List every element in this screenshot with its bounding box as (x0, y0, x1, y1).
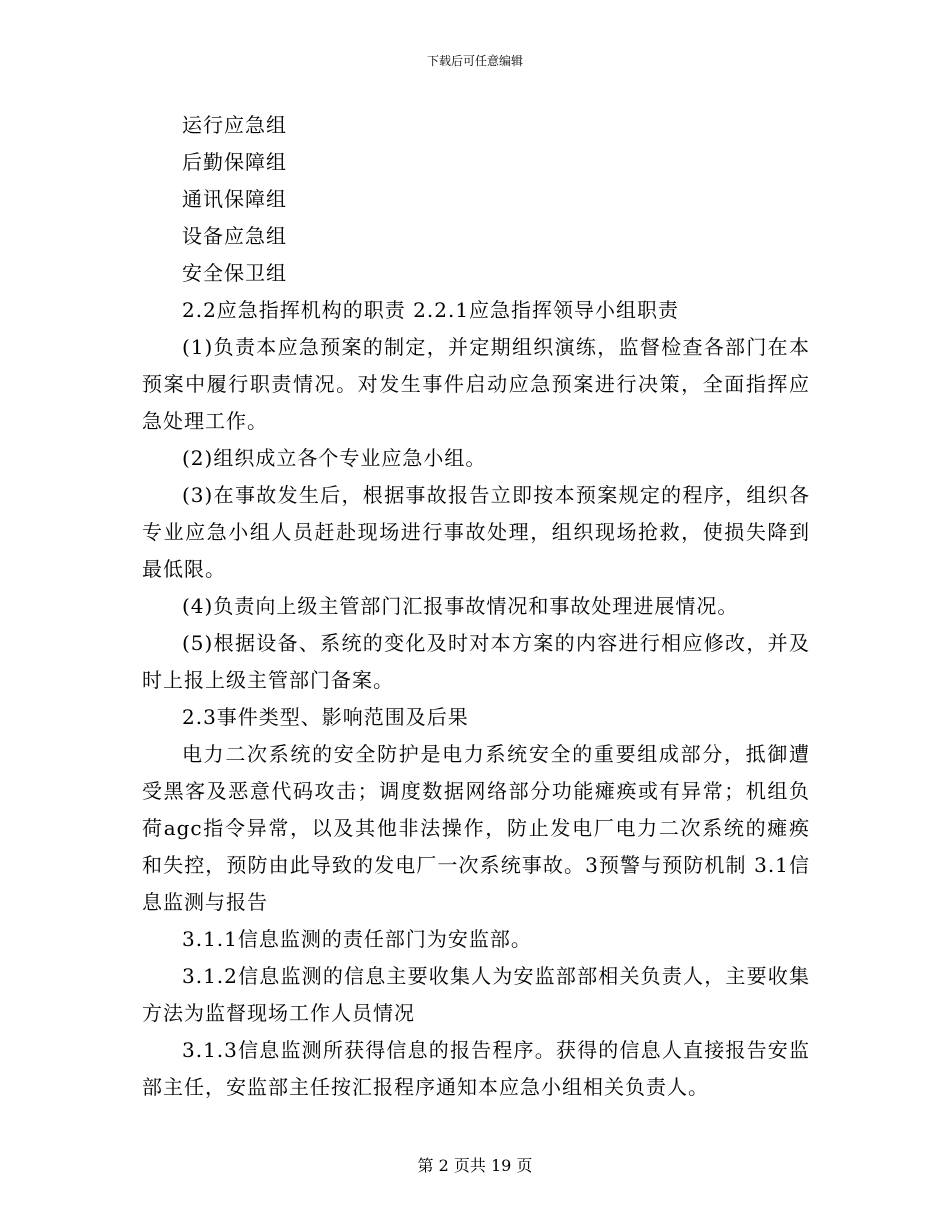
section-heading-2-3: 2.3事件类型、影响范围及后果 (182, 705, 469, 729)
paragraph-group-security: 安全保卫组 (182, 261, 287, 285)
page-header: 下载后可任意编辑 (426, 54, 523, 68)
document-body (142, 107, 810, 1106)
paragraph-security-description: 电力二次系统的安全防护是电力系统安全的重要组成部分，抵御遭受黑客及恶意代码攻击；调度数据网络部分功能瘫痪或有异常；机组负荷agc指令异常，以及其他非法操作，防止发电厂电力二次系统的瘫痪和失控，预防由此导致的发电厂一次系统事故。3预警与预防机制 3.1信息监测与报告 (142, 742, 810, 914)
paragraph-group-equipment: 设备应急组 (182, 224, 287, 248)
paragraph-group-communication: 通讯保障组 (182, 187, 287, 211)
duty-item-5: (5)根据设备、系统的变化及时对本方案的内容进行相应修改，并及时上报上级主管部门备案。 (142, 631, 810, 692)
duty-item-4: (4)负责向上级主管部门汇报事故情况和事故处理进展情况。 (182, 594, 739, 618)
paragraph-3-1-3: 3.1.3信息监测所获得信息的报告程序。获得的信息人直接报告安监部主任，安监部主任按汇报程序通知本应急小组相关负责人。 (142, 1038, 810, 1099)
page-footer: 第 2 页共 19 页 (417, 1156, 533, 1175)
duty-item-1: (1)负责本应急预案的制定，并定期组织演练，监督检查各部门在本预案中履行职责情况。对发生事件启动应急预案进行决策，全面指挥应急处理工作。 (142, 335, 810, 433)
paragraph-3-1-1: 3.1.1信息监测的责任部门为安监部。 (182, 927, 532, 951)
paragraph-group-operation: 运行应急组 (182, 113, 287, 137)
paragraph-group-logistics: 后勤保障组 (182, 150, 287, 174)
paragraph-3-1-2: 3.1.2信息监测的信息主要收集人为安监部部相关负责人，主要收集方法为监督现场工作人员情况 (142, 964, 810, 1025)
duty-item-2: (2)组织成立各个专业应急小组。 (182, 446, 487, 470)
section-heading-2-2: 2.2应急指挥机构的职责 2.2.1应急指挥领导小组职责 (182, 298, 680, 322)
duty-item-3: (3)在事故发生后，根据事故报告立即按本预案规定的程序，组织各专业应急小组人员赶赴现场进行事故处理，组织现场抢救，使损失降到最低限。 (142, 483, 810, 581)
